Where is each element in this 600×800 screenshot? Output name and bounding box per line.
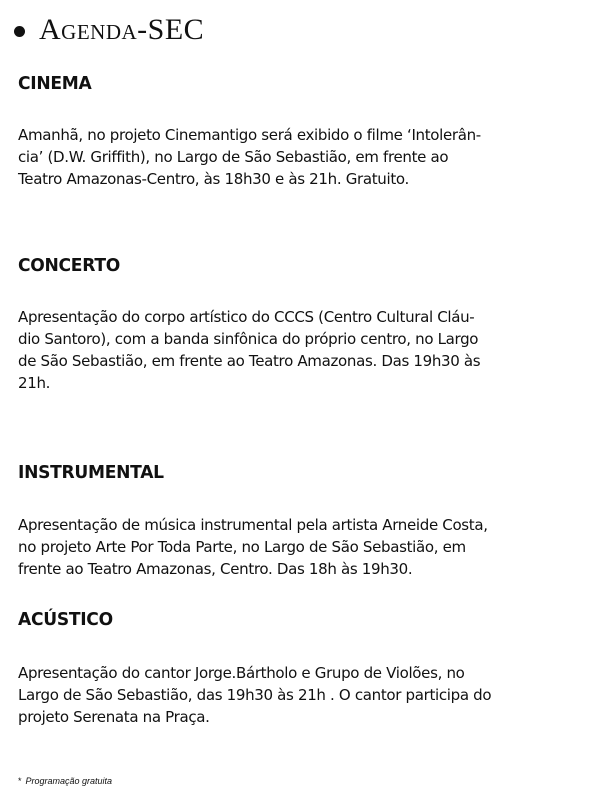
body-line: Amanhã, no projeto Cinemantigo será exibido o filme ‘Intolerân- xyxy=(18,126,481,144)
body-line: dio Santoro), com a banda sinfônica do próprio centro, no Largo xyxy=(18,330,479,348)
body-line: Apresentação de música instrumental pela artista Arneide Costa, xyxy=(18,516,488,534)
body-line: 21h. xyxy=(18,374,51,392)
footnote-text: Programação gratuita xyxy=(25,776,113,786)
body-line: de São Sebastião, em frente ao Teatro Amazonas. Das 19h30 às xyxy=(18,352,481,370)
footnote xyxy=(18,777,112,786)
body-line: Apresentação do cantor Jorge.Bártholo e Grupo de Violões, no xyxy=(18,664,465,682)
section-body-instrumental xyxy=(18,514,576,580)
footnote-mark: * xyxy=(18,776,22,786)
section-body-concerto xyxy=(18,306,576,394)
page-title: Agenda-SEC xyxy=(39,13,205,46)
bullet-icon xyxy=(14,26,25,37)
body-line: Apresentação do corpo artístico do CCCS (Centro Cultural Cláu- xyxy=(18,308,475,326)
body-line: frente ao Teatro Amazonas, Centro. Das 18h às 19h30. xyxy=(18,560,413,578)
body-line: no projeto Arte Por Toda Parte, no Largo de São Sebastião, em xyxy=(18,538,466,556)
body-line: Largo de São Sebastião, das 19h30 às 21h . O cantor participa do xyxy=(18,686,492,704)
section-title-acustico: ACÚSTICO xyxy=(18,609,113,630)
section-title-concerto: CONCERTO xyxy=(18,255,120,276)
page-header xyxy=(14,10,204,50)
body-line: Teatro Amazonas-Centro, às 18h30 e às 21h. Gratuito. xyxy=(18,170,409,188)
section-title-cinema: CINEMA xyxy=(18,73,92,94)
body-line: cia’ (D.W. Griffith), no Largo de São Sebastião, em frente ao xyxy=(18,148,449,166)
section-title-instrumental: INSTRUMENTAL xyxy=(18,462,164,483)
section-body-cinema xyxy=(18,124,576,190)
section-body-acustico xyxy=(18,662,576,728)
body-line: projeto Serenata na Praça. xyxy=(18,708,210,726)
